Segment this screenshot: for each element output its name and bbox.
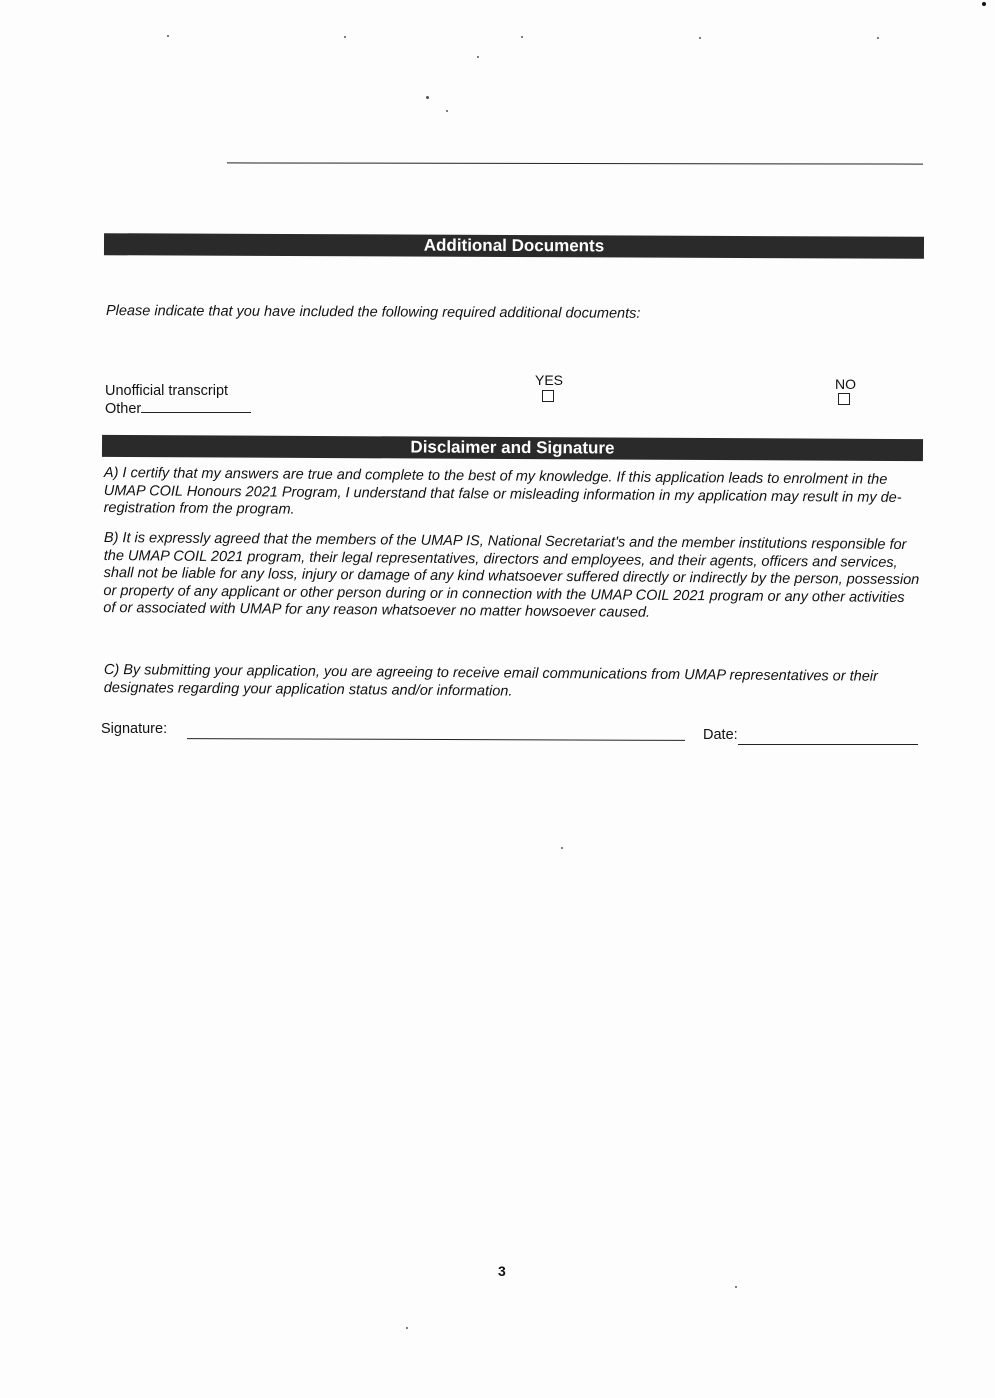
scan-speck <box>446 110 448 112</box>
other-blank-line[interactable] <box>141 400 251 413</box>
no-column-header: NO <box>835 376 856 392</box>
scan-speck <box>344 36 346 38</box>
signature-line[interactable] <box>187 738 685 741</box>
disclaimer-paragraph-c: C) By submitting your application, you are agreeing to receive email communications from UMAP representatives or their designates regarding your application status and/or information. <box>103 662 878 700</box>
page-number: 3 <box>498 1263 506 1279</box>
additional-documents-intro: Please indicate that you have included the following required additional documents: <box>105 303 641 322</box>
scan-speck <box>561 847 563 849</box>
scan-speck <box>982 2 986 6</box>
scan-speck <box>167 35 169 37</box>
document-item-other <box>105 400 251 417</box>
document-item-transcript: Unofficial transcript <box>105 383 229 399</box>
scan-speck <box>877 37 879 39</box>
date-line[interactable] <box>738 744 918 745</box>
yes-checkbox[interactable] <box>542 390 554 402</box>
scan-speck <box>521 36 523 38</box>
scan-speck <box>406 1327 408 1329</box>
no-checkbox[interactable] <box>838 393 850 405</box>
scan-speck <box>735 1286 737 1288</box>
scan-speck <box>699 37 701 39</box>
top-rule <box>227 162 923 164</box>
date-label: Date: <box>703 727 738 743</box>
disclaimer-header <box>102 435 923 461</box>
scan-speck <box>477 56 479 58</box>
scan-speck <box>426 96 429 99</box>
disclaimer-title: Disclaimer and Signature <box>410 437 615 458</box>
disclaimer-paragraph-a: A) I certify that my answers are true and complete to the best of my knowledge. If this application leads to enrolment in the UMAP COIL Honours 2021 Program, I understand that false or misleading information in my application may result in my de-registration from the program. <box>103 465 902 518</box>
other-label: Other <box>105 401 142 417</box>
signature-label: Signature: <box>101 721 168 737</box>
additional-documents-header <box>104 233 924 259</box>
disclaimer-paragraph-b: B) It is expressly agreed that the members of the UMAP IS, National Secretariat's and the member institutions responsible for the UMAP COIL 2021 program, their legal representatives, directors and employees, and their agents, officers and services, shall not be liable for any loss, injury or damage of any kind whatsoever suffered directly or indirectly by the person, possession or property of any applicant or other person during or in connection with the UMAP COIL 2021 program or any other activities of or associated with UMAP for any reason whatsoever no matter howsoever caused. <box>103 530 920 621</box>
yes-column-header: YES <box>535 372 564 388</box>
additional-documents-title: Additional Documents <box>423 235 605 256</box>
